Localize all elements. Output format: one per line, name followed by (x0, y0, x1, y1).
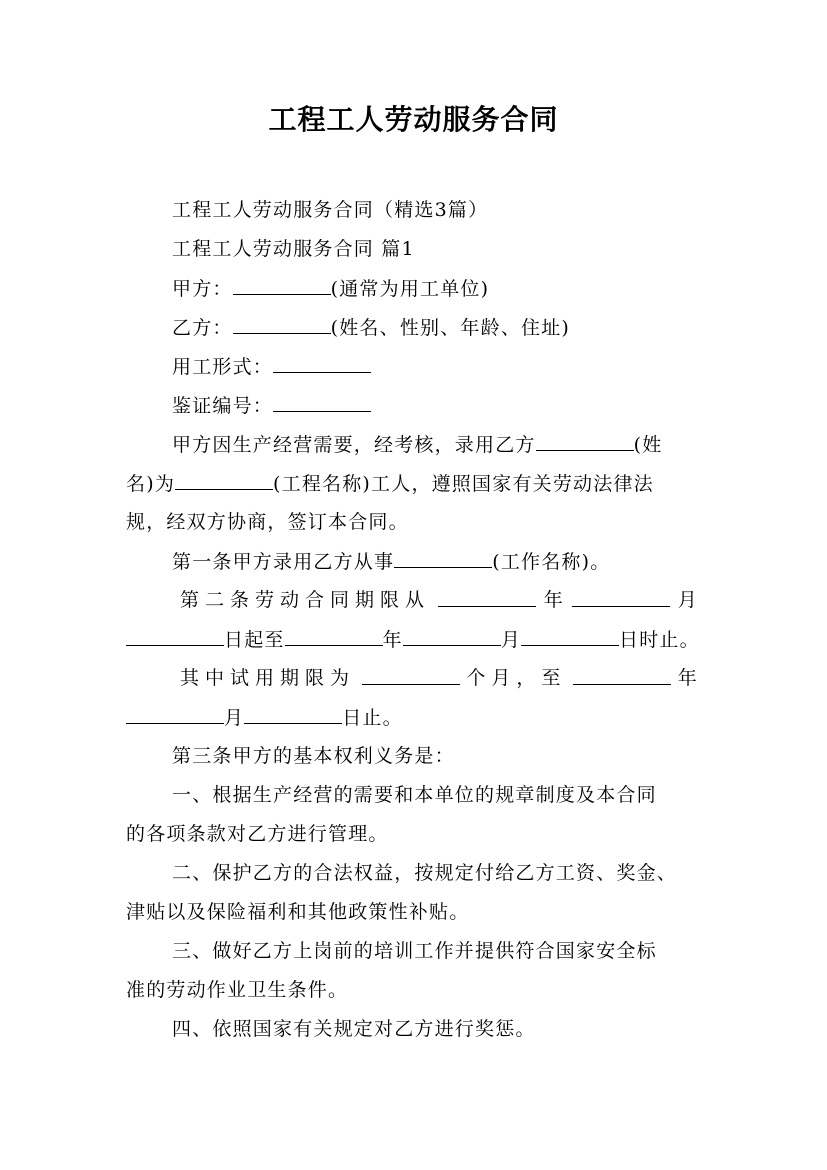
item-2-line-2: 津贴以及保险福利和其他政策性补贴。 (126, 901, 470, 923)
intro-project-blank (175, 469, 273, 490)
intro-text-1b: (姓 (633, 434, 663, 456)
party-a-line (172, 274, 489, 303)
part-heading: 工程工人劳动服务合同 篇1 (172, 238, 415, 260)
intro-line-2 (126, 469, 654, 498)
party-b-blank (233, 313, 331, 334)
intro-text-1a: 甲方因生产经营需要，经考核，录用乙方 (172, 434, 536, 456)
article-2-day-from: 日起至 (224, 629, 285, 651)
probation-year-label: 年 (677, 667, 698, 689)
article-1-text-a: 第一条甲方录用乙方从事 (172, 551, 395, 573)
item-1-line-1: 一、根据生产经营的需要和本单位的规章制度及本合同 (172, 784, 657, 806)
item-4-line: 四、依照国家有关规定对乙方进行奖惩。 (172, 1018, 536, 1040)
article-1-line (172, 547, 610, 576)
article-2-day-blank (126, 625, 224, 646)
article-2-line-1 (180, 586, 698, 614)
employment-form-label: 用工形式： (172, 356, 274, 378)
probation-months-blank (362, 664, 460, 685)
probation-year-blank (573, 664, 671, 685)
article-2-line-2 (126, 625, 700, 654)
article-2-year2-blank (285, 625, 383, 646)
probation-day-blank (244, 703, 342, 724)
article-2-day2-blank (521, 625, 619, 646)
party-a-note: (通常为用工单位) (330, 278, 490, 300)
probation-month-blank (126, 703, 224, 724)
employment-form-blank (273, 352, 371, 373)
party-a-label: 甲方： (172, 278, 233, 300)
cert-no-blank (273, 391, 371, 412)
article-2-month2-blank (403, 625, 501, 646)
party-b-line (172, 313, 570, 342)
article-2-end: 日时止。 (619, 629, 700, 651)
probation-line-1 (180, 664, 698, 692)
article-1-text-b: (工作名称)。 (492, 551, 611, 573)
party-a-blank (233, 274, 331, 295)
probation-text-b: 个月，至 (466, 667, 567, 689)
cert-no-label: 鉴证编号： (172, 395, 274, 417)
cert-no-line (172, 391, 371, 420)
article-2-month2-label: 月 (500, 629, 522, 651)
party-b-note: (姓名、性别、年龄、住址) (330, 317, 571, 339)
probation-line-2 (126, 703, 403, 732)
item-1-line-2: 的各项条款对乙方进行管理。 (126, 823, 389, 845)
article-2-year2-label: 年 (382, 629, 403, 651)
article-2-year-label: 年 (543, 589, 564, 611)
item-3-line-2: 准的劳动作业卫生条件。 (126, 979, 349, 1001)
document-title: 工程工人劳动服务合同 (268, 103, 559, 136)
intro-line-3: 规，经双方协商，签订本合同。 (126, 511, 409, 533)
article-2-year-blank (438, 586, 536, 607)
probation-text-a: 其中试用期限为 (180, 667, 356, 689)
document-heading: 工程工人劳动服务合同（精选3篇） (172, 199, 489, 221)
article-3-heading: 第三条甲方的基本权利义务是： (172, 745, 455, 767)
intro-text-2a: 名)为 (126, 473, 176, 495)
intro-text-2b: (工程名称)工人，遵照国家有关劳动法律法 (273, 473, 654, 495)
intro-line-1 (172, 430, 662, 459)
item-3-line-1: 三、做好乙方上岗前的培训工作并提供符合国家安全标 (172, 940, 657, 962)
article-2-text: 第二条劳动合同期限从 (180, 589, 431, 611)
intro-name-blank (536, 430, 634, 451)
article-2-month-label: 月 (677, 589, 698, 611)
probation-end: 日止。 (342, 707, 403, 729)
party-b-label: 乙方： (172, 317, 233, 339)
article-1-blank (394, 547, 492, 568)
item-2-line-1: 二、保护乙方的合法权益，按规定付给乙方工资、奖金、 (172, 862, 678, 884)
employment-form-line (172, 352, 371, 381)
article-2-month-blank (572, 586, 670, 607)
probation-month-label: 月 (224, 707, 245, 729)
